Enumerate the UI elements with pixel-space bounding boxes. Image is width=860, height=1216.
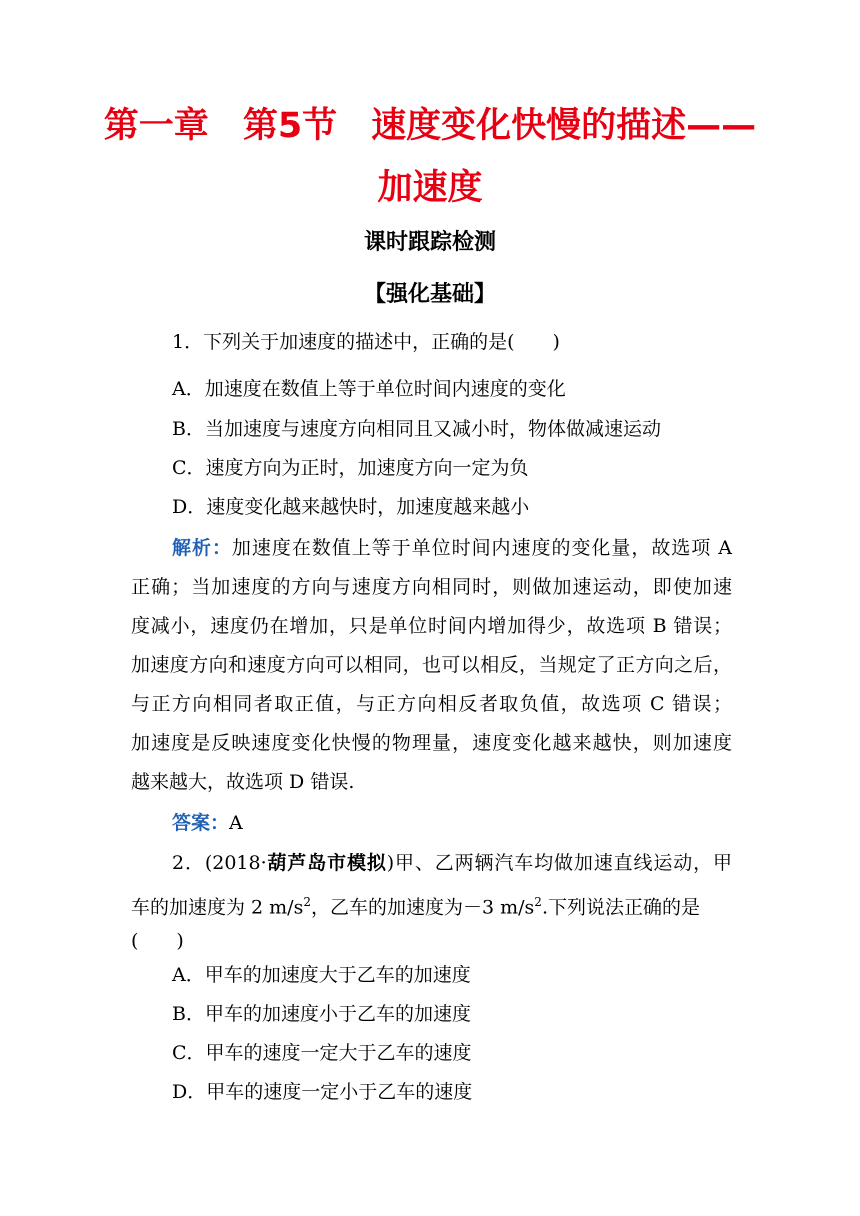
- question-2-option-c: C．甲车的速度一定大于乙车的速度: [172, 1042, 472, 1064]
- answer-value: A: [229, 812, 243, 834]
- page-title: [0, 106, 860, 146]
- question-2-stem-line3: ( ): [131, 930, 184, 952]
- question-1-analysis-line: 正确；当加速度的方向与速度方向相同时，则做加速运动，即使加速: [131, 576, 732, 598]
- page-subtitle: 课时跟踪检测: [363, 230, 496, 255]
- question-1-option-d: D．速度变化越来越快时，加速度越来越小: [172, 496, 530, 518]
- page-title-line2: 加速度: [377, 168, 483, 208]
- question-1-option-c: C．速度方向为正时，加速度方向一定为负: [172, 457, 529, 479]
- question-1-answer: [172, 810, 243, 836]
- question-2-option-d: D．甲车的速度一定小于乙车的速度: [172, 1081, 473, 1103]
- question-1-analysis-line: 加速度是反映速度变化快慢的物理量，速度变化越来越快，则加速度: [131, 732, 732, 754]
- answer-label: 答案：: [172, 812, 230, 834]
- question-2-source: 葫芦岛市模拟: [266, 852, 387, 874]
- question-1-option-b: B．当加速度与速度方向相同且又减小时，物体做减速运动: [172, 418, 661, 440]
- analysis-label: 解析：: [172, 537, 232, 559]
- question-1-analysis-line: 解析：加速度在数值上等于单位时间内速度的变化量，故选项 A: [172, 537, 732, 559]
- question-1-analysis-line: 与正方向相同者取正值，与正方向相反者取负值，故选项 C 错误；: [131, 693, 732, 715]
- title-chapter: 第一章: [103, 106, 209, 146]
- section-heading: 【强化基础】: [363, 282, 496, 307]
- question-1-analysis-line: 加速度方向和速度方向可以相同，也可以相反，当规定了正方向之后，: [131, 654, 732, 676]
- question-1-option-a: A．加速度在数值上等于单位时间内速度的变化: [172, 378, 566, 400]
- question-1-stem: 1．下列关于加速度的描述中，正确的是( ): [172, 331, 560, 353]
- question-2-option-a: A．甲车的加速度大于乙车的加速度: [172, 964, 471, 986]
- question-2-stem-line2: 车的加速度为 2 $m/s^2$，乙车的加速度为－3 $m/s^2$.下列说法正确的是: [131, 895, 700, 919]
- title-topic: 速度变化快慢的描述——: [371, 106, 757, 146]
- question-1-analysis-line: 度减小，速度仍在增加，只是单位时间内增加得少，故选项 B 错误；: [131, 615, 732, 637]
- title-section: 第5节: [242, 106, 338, 146]
- question-2-option-b: B．甲车的加速度小于乙车的加速度: [172, 1003, 471, 1025]
- question-2-stem: 2．(2018·葫芦岛市模拟)甲、乙两辆汽车均做加速直线运动，甲: [172, 852, 732, 874]
- question-1-analysis-line: 越来越大，故选项 D 错误.: [131, 771, 355, 793]
